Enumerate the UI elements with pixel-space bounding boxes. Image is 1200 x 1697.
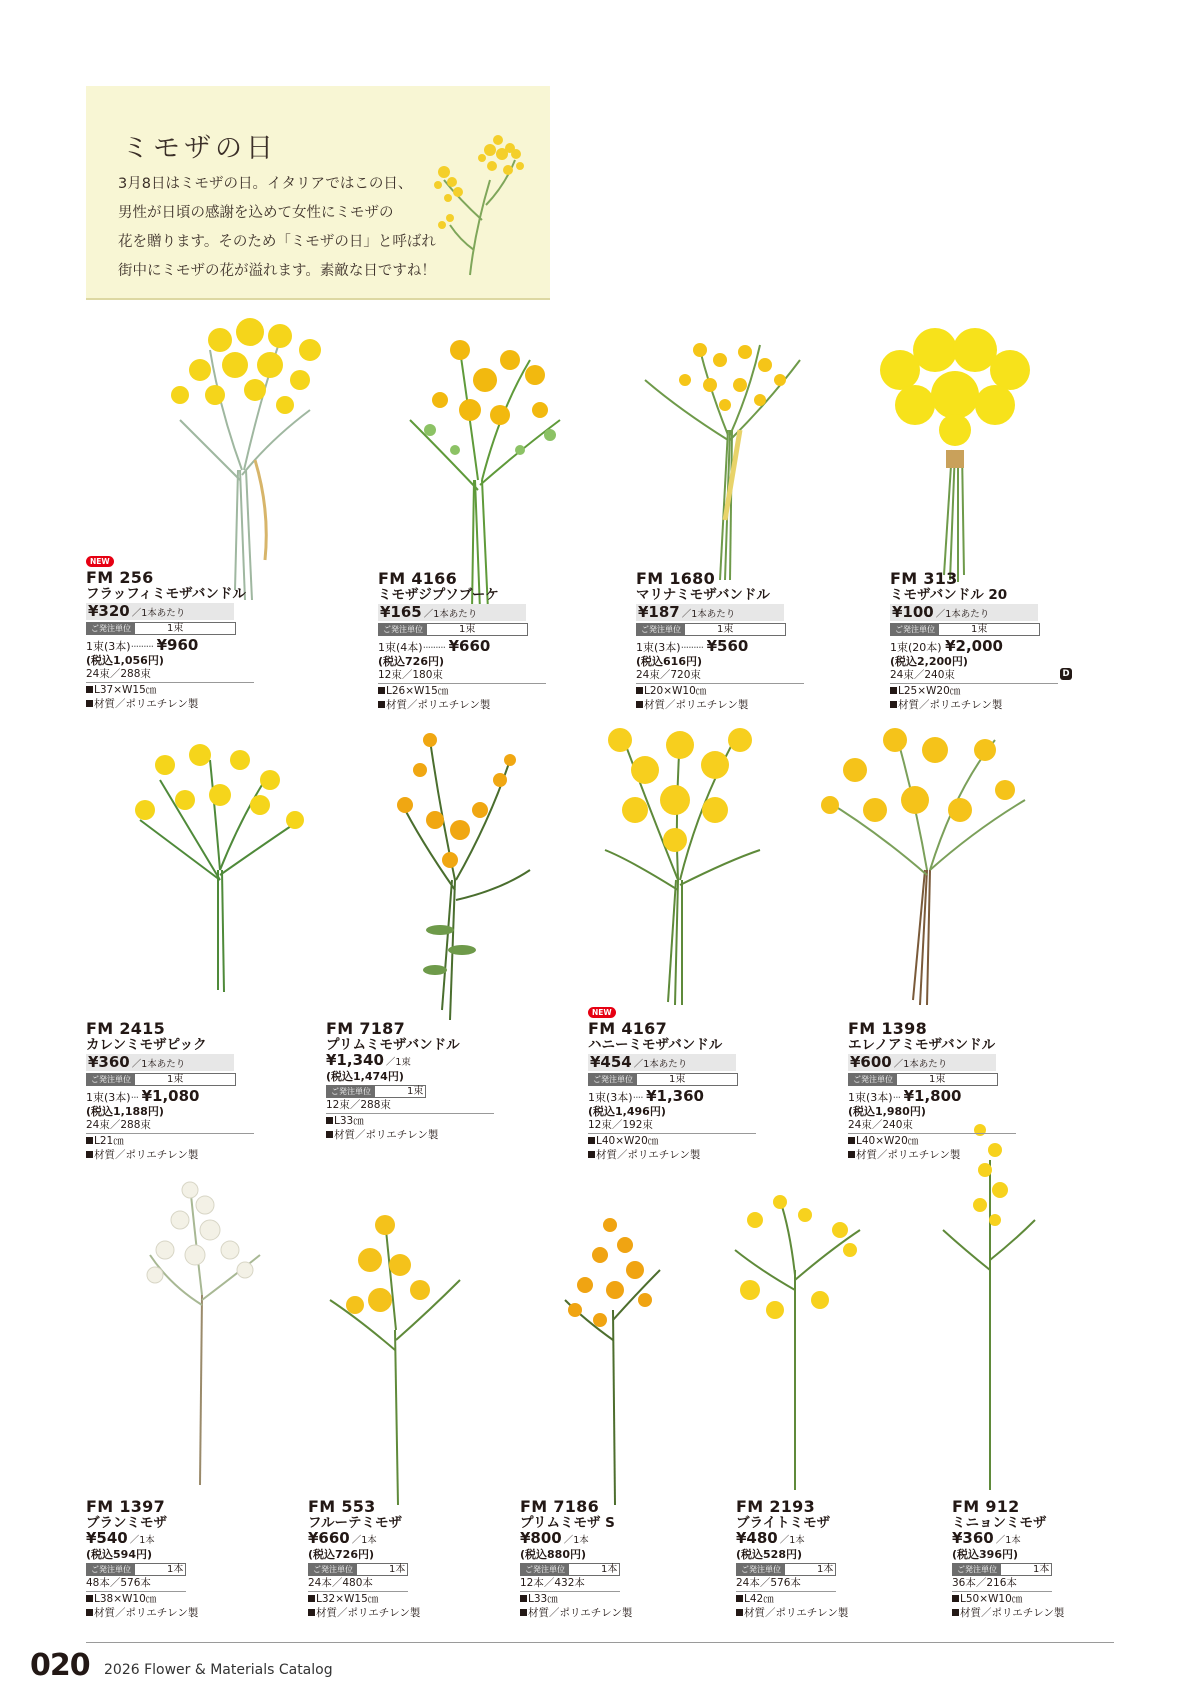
pack-quantity: 24本／576本: [736, 1577, 836, 1592]
product-card: [952, 1498, 1142, 1620]
material-spec: 材質／ポリエチレン製: [86, 698, 276, 711]
product-name: プリムミモザバンドル: [326, 1037, 460, 1053]
intro-line: 3月8日はミモザの日。イタリアではこの日、: [118, 176, 413, 192]
product-name: フルーテミモザ: [308, 1515, 402, 1531]
pack-quantity: 24束／240束: [848, 1119, 1016, 1134]
tax-included-price: (税込1,474円): [326, 1070, 404, 1083]
product-name: ブライトミモザ: [736, 1515, 831, 1531]
product-name: エレノアミモザバンドル: [848, 1037, 996, 1053]
material-spec: 材質／ポリエチレン製: [736, 1607, 926, 1620]
size-spec: L38×W10㎝: [86, 1593, 276, 1606]
product-photo-fm1397: [140, 1175, 270, 1495]
product-name: カレンミモザピック: [86, 1037, 207, 1053]
material-spec: 材質／ポリエチレン製: [636, 699, 826, 712]
material-spec: 材質／ポリエチレン製: [86, 1607, 276, 1620]
size-spec: L40×W20㎝: [588, 1135, 778, 1148]
bundle-price: 1束(20本) ¥2,000: [890, 637, 1003, 655]
material-spec: 材質／ポリエチレン製: [520, 1607, 710, 1620]
tax-included-price: (税込594円): [86, 1548, 153, 1561]
d-mark-icon: D: [1060, 668, 1072, 680]
product-name: プリムミモザ S: [520, 1515, 615, 1531]
product-name: フラッフィミモザバンドル: [86, 586, 246, 602]
product-photo-fm4167: [590, 710, 770, 1010]
tax-included-price: (税込1,056円): [86, 654, 164, 667]
bundle-price: 1束(3本)··· ¥1,800: [848, 1087, 962, 1105]
unit-price: ¥187 ／1本あたり: [636, 604, 784, 621]
order-unit: ご発注単位 1束: [848, 1073, 998, 1086]
material-spec: 材質／ポリエチレン製: [952, 1607, 1142, 1620]
pack-quantity: 36本／216本: [952, 1577, 1052, 1592]
unit-price: ¥540 ／1本: [86, 1529, 155, 1547]
product-name: ハニーミモザバンドル: [588, 1037, 723, 1053]
size-spec: L25×W20㎝: [890, 685, 1080, 698]
new-badge: NEW: [588, 1007, 616, 1018]
product-code: FM 2193: [736, 1497, 816, 1516]
product-card: [636, 570, 826, 712]
pack-quantity: 12束／180束: [378, 669, 546, 684]
unit-price: ¥600 ／1本あたり: [848, 1054, 996, 1071]
tax-included-price: (税込726円): [378, 655, 445, 668]
pack-quantity: 12束／288束: [326, 1099, 494, 1114]
size-spec: L33㎝: [326, 1115, 516, 1128]
intro-title: ミモザの日: [122, 133, 277, 164]
product-name: ミニョンミモザ: [952, 1515, 1047, 1531]
tax-included-price: (税込2,200円): [890, 655, 968, 668]
product-card: [326, 1020, 516, 1142]
unit-price: ¥1,340 ／1束: [326, 1051, 411, 1069]
order-unit: ご発注単位 1束: [86, 622, 236, 635]
order-unit: ご発注単位 1本: [520, 1563, 620, 1576]
product-code: FM 7186: [520, 1497, 600, 1516]
material-spec: 材質／ポリエチレン製: [326, 1129, 516, 1142]
tax-included-price: (税込1,496円): [588, 1105, 666, 1118]
bundle-price: 1束(3本)········· ¥960: [86, 636, 199, 654]
product-photo-fm2193: [720, 1190, 870, 1500]
product-photo-fm912: [935, 1120, 1045, 1500]
product-name: ミモザバンドル 20: [890, 587, 1008, 603]
product-photo-fm313: [870, 320, 1040, 590]
page-number: 020: [30, 1648, 90, 1683]
product-card: [588, 1005, 778, 1162]
unit-price: ¥800 ／1本: [520, 1529, 589, 1547]
size-spec: L40×W20㎝: [848, 1135, 1038, 1148]
product-code: FM 2415: [86, 1019, 166, 1038]
order-unit: ご発注単位 1束: [378, 623, 528, 636]
tax-included-price: (税込1,980円): [848, 1105, 926, 1118]
size-spec: L33㎝: [520, 1593, 710, 1606]
unit-price: ¥480 ／1本: [736, 1529, 805, 1547]
product-card: [86, 1498, 276, 1620]
tax-included-price: (税込396円): [952, 1548, 1019, 1561]
product-code: FM 1680: [636, 569, 716, 588]
order-unit: ご発注単位 1本: [308, 1563, 408, 1576]
intro-line: 男性が日頃の感謝を込めて女性にミモザの: [118, 205, 394, 221]
unit-price: ¥100 ／1本あたり: [890, 604, 1038, 621]
product-card: [86, 1020, 276, 1162]
footer-divider: [86, 1642, 1114, 1643]
unit-price: ¥660 ／1本: [308, 1529, 377, 1547]
product-card: [736, 1498, 926, 1620]
product-card: [890, 570, 1080, 712]
size-spec: L37×W15㎝: [86, 684, 276, 697]
product-photo-fm1398: [815, 710, 1035, 1010]
product-code: FM 1398: [848, 1019, 928, 1038]
order-unit: ご発注単位 1束: [636, 623, 786, 636]
product-card: [848, 1020, 1038, 1162]
tax-included-price: (税込1,188円): [86, 1105, 164, 1118]
order-unit: ご発注単位 1束: [86, 1073, 236, 1086]
size-spec: L21㎝: [86, 1135, 276, 1148]
order-unit: ご発注単位 1本: [952, 1563, 1052, 1576]
tax-included-price: (税込528円): [736, 1548, 803, 1561]
size-spec: L32×W15㎝: [308, 1593, 498, 1606]
product-code: FM 7187: [326, 1019, 406, 1038]
product-photo-fm553: [320, 1210, 470, 1510]
pack-quantity: 24束／720束: [636, 669, 804, 684]
tax-included-price: (税込726円): [308, 1548, 375, 1561]
product-code: FM 4166: [378, 569, 458, 588]
unit-price: ¥360 ／1本あたり: [86, 1054, 234, 1071]
size-spec: L42㎝: [736, 1593, 926, 1606]
product-name: ミモザジプソブーケ: [378, 587, 499, 603]
size-spec: L20×W10㎝: [636, 685, 826, 698]
mimosa-sprig-illustration: [430, 110, 530, 280]
order-unit: ご発注単位 1束: [326, 1085, 426, 1098]
product-name: ブランミモザ: [86, 1515, 167, 1531]
unit-price: ¥320 ／1本あたり: [86, 603, 234, 620]
product-code: FM 313: [890, 569, 958, 588]
product-photo-fm7187: [380, 720, 550, 1030]
catalog-name: 2026 Flower & Materials Catalog: [104, 1662, 333, 1678]
product-code: FM 4167: [588, 1019, 668, 1038]
material-spec: 材質／ポリエチレン製: [378, 699, 568, 712]
order-unit: ご発注単位 1束: [890, 623, 1040, 636]
bundle-price: 1束(3本)········· ¥560: [636, 637, 749, 655]
pack-quantity: 12本／432本: [520, 1577, 620, 1592]
pack-quantity: 24本／480本: [308, 1577, 408, 1592]
pack-quantity: 24束／288束: [86, 668, 254, 683]
material-spec: 材質／ポリエチレン製: [308, 1607, 498, 1620]
size-spec: L26×W15㎝: [378, 685, 568, 698]
intro-line: 街中にミモザの花が溢れます。素敵な日ですね！: [118, 263, 436, 279]
pack-quantity: 12束／192束: [588, 1119, 756, 1134]
pack-quantity: 24束／240束 D: [890, 669, 1058, 684]
order-unit: ご発注単位 1本: [86, 1563, 186, 1576]
intro-line: 花を贈ります。そのため「ミモザの日」と呼ばれ: [118, 234, 436, 250]
product-photo-fm7186: [555, 1210, 675, 1510]
unit-price: ¥165 ／1本あたり: [378, 604, 526, 621]
product-name: マリナミモザバンドル: [636, 587, 770, 603]
product-card: [520, 1498, 710, 1620]
order-unit: ご発注単位 1束: [588, 1073, 738, 1086]
tax-included-price: (税込880円): [520, 1548, 587, 1561]
mimosa-day-box: [86, 86, 550, 300]
pack-quantity: 24束／288束: [86, 1119, 254, 1134]
material-spec: 材質／ポリエチレン製: [890, 699, 1080, 712]
new-badge: NEW: [86, 556, 114, 567]
product-card: [86, 554, 276, 711]
size-spec: L50×W10㎝: [952, 1593, 1142, 1606]
product-photo-fm1680: [640, 330, 810, 590]
order-unit: ご発注単位 1本: [736, 1563, 836, 1576]
unit-price: ¥360 ／1本: [952, 1529, 1021, 1547]
product-photo-fm2415: [120, 740, 320, 1000]
product-code: FM 553: [308, 1497, 376, 1516]
pack-quantity: 48本／576本: [86, 1577, 186, 1592]
tax-included-price: (税込616円): [636, 655, 703, 668]
bundle-price: 1束(3本)··· ¥1,080: [86, 1087, 200, 1105]
bundle-price: 1束(4本)········· ¥660: [378, 637, 491, 655]
unit-price: ¥454 ／1本あたり: [588, 1054, 736, 1071]
product-code: FM 912: [952, 1497, 1020, 1516]
product-card: [378, 570, 568, 712]
material-spec: 材質／ポリエチレン製: [588, 1149, 778, 1162]
material-spec: 材質／ポリエチレン製: [86, 1149, 276, 1162]
product-code: FM 1397: [86, 1497, 166, 1516]
bundle-price: 1束(3本)···· ¥1,360: [588, 1087, 704, 1105]
material-spec: 材質／ポリエチレン製: [848, 1149, 1038, 1162]
product-card: [308, 1498, 498, 1620]
intro-text: [118, 170, 448, 286]
product-code: FM 256: [86, 568, 154, 587]
